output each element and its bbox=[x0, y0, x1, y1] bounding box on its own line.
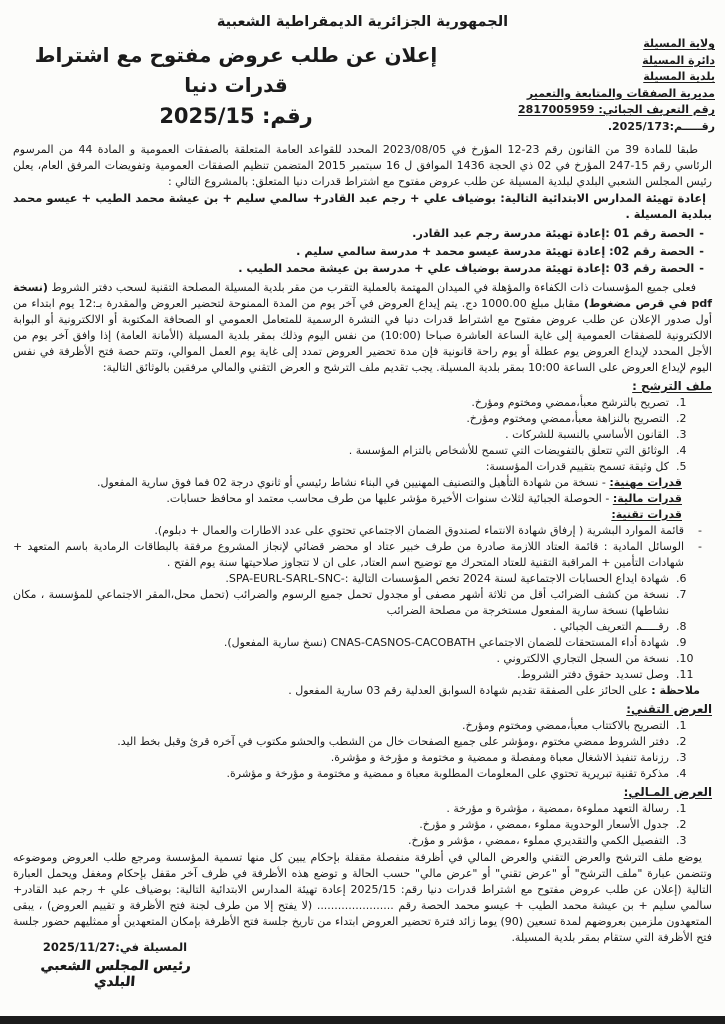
document-body bbox=[0, 140, 725, 946]
item-number: 10. bbox=[676, 651, 694, 665]
item-text: كل وثيقة تسمح بتقييم قدرات المؤسسة: bbox=[485, 459, 669, 473]
financial-offer-heading: العرض المـالي: bbox=[623, 784, 712, 799]
item-text: تصريح بالترشح معبأ،ممضي ومختوم ومؤرخ. bbox=[471, 395, 669, 409]
item-text: التفصيل الكمي والتقديري مملوء ،ممضي ، مؤشر و مؤرخ. bbox=[407, 833, 669, 847]
item-text: دفتر الشروط ممضي مختوم ،ومؤشر على جميع الصفحات خال من الشطب والحشو مكتوب في آخره قرئ وقبل بخط اليد. bbox=[117, 734, 669, 748]
signature-title: رئيس المجلس الشعبي البلدي bbox=[39, 958, 192, 990]
candidacy-item-11 bbox=[13, 667, 712, 683]
item-number: 4. bbox=[676, 443, 687, 457]
footer-date: المسيلة في:2025/11/27 bbox=[42, 940, 188, 954]
letterhead-ref-number: رقـــــم:2025/173. bbox=[607, 119, 715, 133]
financial-offer-item-3 bbox=[13, 833, 712, 849]
item-text: مذكرة تقنية تبريرية تحتوي على المعلومات المطلوبة معباة و ممضية و مختومة و مؤرخة و مؤشرة. bbox=[226, 766, 669, 780]
legal-paragraph: طبقا للمادة 39 من القانون رقم 23-12 المؤرخ في 2023/08/05 المحدد للقواعد العامة المتعلقة بالصفقات العمومية و المادة 44 من المرسوم الرئاسي رقم 15-247 المؤرخ في 02 ذي الحجة 1436 الموافق ل 16 سبتمبر 2015 المتضمن تنظيم الصفقات العمومية وتفويضات المرفق العام، يعلن رئيس المجلس الشعبي البلدي لبلدية المسيلة عن طلب عروض مفتوح مع اشتراط قدرات دنيا المتعلق: بالمشروع التالي : bbox=[13, 143, 712, 188]
doc-title-line1: إعلان عن طلب عروض مفتوح مع اشتراط قدرات دنيا bbox=[34, 43, 438, 97]
note-text: على الحائز على الصفقة تقديم شهادة السوابق العدلية رقم 03 سارية المفعول . bbox=[288, 683, 652, 697]
technical-capacity-line bbox=[13, 507, 712, 523]
financial-capacity-line bbox=[13, 491, 712, 507]
invite-paragraph bbox=[13, 280, 712, 376]
human-resources-item bbox=[13, 523, 712, 539]
item-text: رقـــــم التعريف الجبائي . bbox=[553, 619, 669, 633]
doc-title-number: رقم: 2025/15 bbox=[159, 104, 313, 128]
item-text: وصل تسديد حقوق دفتر الشروط. bbox=[517, 667, 669, 681]
item-number: 2. bbox=[676, 734, 687, 748]
technical-offer-heading: العرض التقني: bbox=[626, 701, 712, 716]
invite-bold-cd-note: (نسخة pdf في قرص مضغوط) bbox=[13, 280, 713, 310]
dash-mark: - bbox=[699, 262, 704, 275]
financial-offer-item-2 bbox=[13, 817, 712, 833]
material-means-item bbox=[13, 539, 712, 571]
lot-item-3 bbox=[13, 260, 712, 278]
professional-capacity-line bbox=[13, 475, 712, 491]
candidacy-item-8 bbox=[13, 619, 712, 635]
item-text: شهادة أداء المستحقات للضمان الاجتماعي CNAS-CASNOS-CACOBATH (نسخ سارية المفعول). bbox=[223, 635, 669, 649]
item-text: نسخة من كشف الضرائب أقل من ثلاثة أشهر مصفى أو مجدول تحمل جميع الرسوم والضرائب (تحمل محل،المقر الاجتماعي للمؤسسة ، مكان نشاطها) نسخة سارية المفعول مستخرجة من مصلحة الضرائب bbox=[13, 587, 669, 617]
item-number: 11. bbox=[676, 667, 694, 681]
item-number: 6. bbox=[676, 571, 687, 585]
dash-mark: - bbox=[698, 523, 702, 537]
item-number: 3. bbox=[676, 750, 687, 764]
note-line bbox=[13, 683, 712, 699]
item-text: رسالة التعهد مملوءة ،ممضية ، مؤشرة و مؤرخة . bbox=[446, 801, 669, 815]
item-number: 2. bbox=[676, 817, 687, 831]
candidacy-item-10 bbox=[13, 651, 712, 667]
candidacy-file-heading: ملف الترشح : bbox=[632, 378, 712, 393]
item-text: التصريح بالنزاهة معبأ،ممضي ومختوم ومؤرخ. bbox=[466, 411, 669, 425]
lot-text: الحصة رقم 02: إعادة تهيئة مدرسة عيسو محمد + مدرسة سالمي سليم . bbox=[296, 244, 695, 258]
technical-offer-item-1 bbox=[13, 718, 712, 734]
candidacy-item-7 bbox=[13, 587, 712, 619]
candidacy-item-6 bbox=[13, 571, 712, 587]
item-number: 1. bbox=[676, 395, 687, 409]
invite-pre: فعلى جميع المؤسسات ذات الكفاءة والمؤهلة في الميدان المهتمة بالعملية التقرب من مقر بلدية المسيلة المصلحة التقنية لسحب دفتر الشروط bbox=[47, 280, 696, 294]
item-text: جدول الأسعار الوحدوية مملوء ،ممضي ، مؤشر و مؤرخ. bbox=[419, 817, 669, 831]
note-label: ملاحظة : bbox=[651, 683, 700, 697]
lots-list bbox=[13, 225, 712, 278]
item-text: التصريح بالاكتتاب معبأ،ممضي ومختوم ومؤرخ. bbox=[461, 718, 669, 732]
item-number: 1. bbox=[676, 801, 687, 815]
signature-block bbox=[30, 940, 200, 990]
item-number: 8. bbox=[676, 619, 687, 633]
candidacy-item-1 bbox=[13, 395, 712, 411]
letterhead-wilaya: ولاية المسيلة bbox=[643, 37, 715, 50]
technical-offer-item-4 bbox=[13, 766, 712, 782]
item-number: 3. bbox=[676, 833, 687, 847]
republic-line: الجمهورية الجزائرية الديمقراطية الشعبية bbox=[216, 14, 509, 30]
lot-item-2 bbox=[13, 243, 712, 261]
letterhead bbox=[465, 36, 715, 135]
item-number: 7. bbox=[676, 587, 687, 601]
item-number: 3. bbox=[676, 427, 687, 441]
candidacy-item-4 bbox=[13, 443, 712, 459]
scan-edge-bar bbox=[0, 1016, 725, 1024]
capacity-label: قدرات مهنية: bbox=[609, 475, 682, 489]
item-text: الوثائق التي تتعلق بالتفويضات التي تسمح للأشخاص بالتزام المؤسسة . bbox=[348, 443, 669, 457]
item-text: شهادة ايداع الحسابات الاجتماعية لسنة 2024 تخص المؤسسات التالية :-SPA-EURL-SARL-SNC. bbox=[225, 571, 669, 585]
candidacy-item-2 bbox=[13, 411, 712, 427]
item-number: 1. bbox=[676, 718, 687, 732]
letterhead-tax-id: رقم التعريف الجبائي: 2817005959 bbox=[518, 103, 715, 116]
capacity-text: - نسخة من شهادة التأهيل والتصنيف المهنيين في البناء نشاط رئيسي أو ثانوي درجة 02 فما فوق سارية المفعول. bbox=[96, 475, 610, 489]
lot-text: الحصة رقم 03 :إعادة تهيئة مدرسة بوضياف علي + مدرسة بن عيشة محمد الطيب . bbox=[238, 262, 695, 275]
technical-offer-item-2 bbox=[13, 734, 712, 750]
lot-text: الحصة رقم 01 :إعادة تهيئة مدرسة رجم عبد القادر. bbox=[412, 227, 695, 240]
item-text: القانون الأساسي بالنسبة للشركات . bbox=[505, 427, 669, 441]
letterhead-municipality: بلدية المسيلة bbox=[643, 70, 715, 83]
document-header bbox=[0, 0, 725, 140]
dash-mark: - bbox=[699, 244, 704, 258]
capacity-label: قدرات مالية: bbox=[612, 491, 682, 505]
candidacy-item-3 bbox=[13, 427, 712, 443]
item-text: الوسائل المادية : قائمة العتاد اللازمة صادرة من طرف خبير عتاد او محضر قضائي لإنجاز المشروع مرفقة بالبطاقات الرمادية باسم المتعهد + شهادات التأمين + المراقبة التقنية للعتاد المتحرك مع توضيح اسم العتاد, على ان لا تتجاوز صلاحيتها سنة يوم الفتح . bbox=[13, 539, 685, 569]
closing-paragraph: يوضع ملف الترشح والعرض التقني والعرض المالي في أظرفة منفصلة مقفلة بإحكام يبين كل منها تسمية المؤسسة ومرجع طلب العروض وموضوعه وتتضمن عبارة "ملف الترشح" أو "عرض تقني" أو "عرض مالي" حسب الحالة و توضع هذه الأظرفة في ظرف آخر مقفل بإحكام ومغفل ويحمل العبارة التالية (إعلان عن طلب عروض مفتوح مع اشتراط قدرات دنيا رقم: 2025/15 إعادة تهيئة المدارس الابتدائية التالية: بوضياف علي + رجم عبد القادر+ سالمي سليم + بن عيشة محمد الطيب + عيسو محمد الحصة رقم ...................... (لا يفتح إلا من طرف لجنة فتح الأظرفة و تقييم العروض) ، يبقى المتعهدون ملزمين بعروضهم لمدة تسعين (90) يوما زائد فترة تحضير العروض ابتداء من تاريخ جلسة فتح الأظرفة بإمكان المتعهدين أو ممثليهم حضور جلسة فتح الأظرفة التي ستقام بمقر بلدية المسيلة. bbox=[12, 850, 712, 944]
item-number: 5. bbox=[676, 459, 687, 473]
doc-title bbox=[12, 40, 460, 132]
item-number: 4. bbox=[676, 766, 687, 780]
item-text: قائمة الموارد البشرية ( إرفاق شهادة الانتماء لصندوق الضمان الاجتماعي تحتوي على عدد الاطارات والعمال + دبلوم). bbox=[154, 523, 685, 537]
item-text: رزنامة تنفيذ الاشغال معباة ومفصلة و ممضية و مختومة و مؤرخة و مؤشرة. bbox=[330, 750, 669, 764]
item-number: 2. bbox=[676, 411, 687, 425]
item-text: نسخة من السجل التجاري الالكتروني . bbox=[496, 651, 669, 665]
letterhead-directorate: مديرية الصفقات والمتابعة والتعمير bbox=[526, 86, 715, 100]
lot-item-1 bbox=[13, 225, 712, 243]
letterhead-daira: دائرة المسيلة bbox=[642, 53, 715, 67]
item-number: 9. bbox=[676, 635, 687, 649]
capacity-label: قدرات تقنية: bbox=[611, 507, 682, 521]
dash-mark: - bbox=[698, 539, 702, 553]
project-line: إعادة تهيئة المدارس الابتدائية التالية: بوضياف علي + رجم عبد القادر+ سالمي سليم + بن عيشة محمد الطيب + عيسو محمد ببلدية المسيلة . bbox=[13, 192, 712, 221]
financial-offer-item-1 bbox=[13, 801, 712, 817]
technical-offer-item-3 bbox=[13, 750, 712, 766]
candidacy-item-5 bbox=[13, 459, 712, 475]
capacity-text: - الحوصلة الجبائية لثلاث سنوات الأخيرة مؤشر عليها من طرف محاسب معتمد او محافظ حسابات. bbox=[166, 491, 613, 505]
dash-mark: - bbox=[699, 227, 704, 240]
invite-post: مقابل مبلغ 1000.00 دج. يتم إيداع العروض في آخر يوم من المدة الممنوحة لتحضير العروض والمقدرة بـ:12 يوم ابتداء من أول صدور الإعلان عن طلب عروض مفتوح مع اشتراط قدرات دنيا في النشرة الرسمية للمتعامل العمومي او الصحافة المكتوبة أو الالكترونية أو البوابة الالكترونية للصفقات العمومية إلى غاية الساعة العاشرة صباحا (10:00) من نفس اليوم وذلك بمقر بلدية المسيلة (الأمانة العامة) إذا وافق آخر يوم من الأجل المحدد لإيداع العروض يوم عطلة أو يوم راحة قانونية فإن مدة تحضير العروض تمدد إلى غاية يوم العمل الموالي، وتتم حصة فتح الأظرفة في نفس اليوم لإيداع العروض على الساعة 10:00 بمقر بلدية المسيلة. يجب تقديم ملف الترشح و العرض التقني والمالي مرفقين بالوثائق التالية: bbox=[13, 296, 712, 374]
candidacy-item-9 bbox=[13, 635, 712, 651]
